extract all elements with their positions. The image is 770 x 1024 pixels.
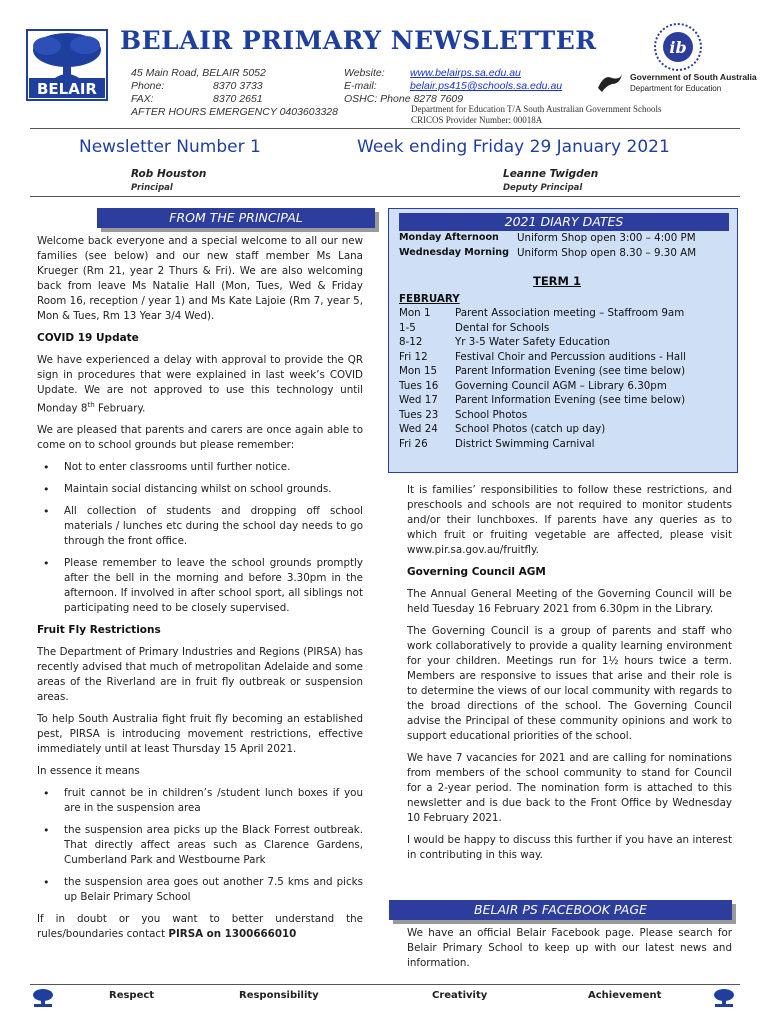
phone-number: 8370 3733 (213, 80, 263, 92)
list-item: • Maintain social distancing whilst on school grounds. (37, 482, 363, 497)
belair-logo (25, 28, 110, 102)
diary-event: Wed 24 School Photos (catch up day) (399, 423, 606, 435)
header-divider (30, 128, 740, 129)
footer-tree-icon (713, 988, 735, 1008)
welcome-paragraph: Welcome back everyone and a special welcome to all our new families (see below) and our new staff member Ms Lana Krueger (Rm 21, year 2 Thurs & Fri). We are also welcoming back from leave Ms Natalie Hall (Mon, Tues, Wed & Friday Room 16, reception / year 1) and Ms Kate Lajoie (Rm 7, year 5, Mon & Tues, Rm 13 Year 3/4 Wed). (37, 235, 363, 322)
diary-event: Mon 15 Parent Information Evening (see time below) (399, 365, 686, 377)
value-achievement: Achievement (588, 990, 662, 1001)
diary-event: 1-5 Dental for Schools (399, 321, 550, 334)
pirsa-contact: PIRSA on 1300666010 (168, 928, 297, 941)
list-item: • All collection of students and dropping off school materials / lunches etc during the school day needs to go through the front office. (37, 504, 363, 549)
diary-heading: 2021 DIARY DATES (399, 213, 729, 231)
deputy-role: Deputy Principal (503, 183, 583, 193)
diary-event: Tues 23 School Photos (399, 408, 528, 421)
principal-role: Principal (131, 183, 173, 193)
ib-badge-text: ib (669, 38, 687, 57)
term-heading: TERM 1 (532, 274, 581, 288)
facebook-heading: BELAIR PS FACEBOOK PAGE (389, 900, 732, 920)
deputy-name: Leanne Twigden (503, 168, 599, 180)
logo-text: BELAIR (37, 80, 97, 98)
diary-event: Wed 17 Parent Information Evening (see time below) (399, 394, 686, 406)
diary-event: Tues 16 Governing Council AGM – Library 6.30pm (399, 379, 667, 392)
staff-divider (30, 196, 740, 197)
ib-badge (653, 22, 703, 72)
fax-number: 8370 2651 (213, 93, 263, 105)
fax-label: FAX: (131, 93, 154, 105)
oshc-phone: OSHC: Phone 8278 7609 (344, 93, 464, 105)
fruit-paragraph-1: The Department of Primary Industries and Regions (PIRSA) has recently advised that much of metropolitan Adelaide and some areas of the Riverland are in fruit fly outbreak or suspension areas. (37, 646, 363, 704)
tree-icon (25, 28, 110, 102)
fruit-paragraph-4: If in doubt or you want to better understand the rules/boundaries contact PIRSA on 1300666010 (37, 913, 363, 941)
value-respect: Respect (109, 990, 155, 1001)
principal-name: Rob Houston (131, 168, 207, 180)
email-link[interactable]: belair.ps415@schools.sa.edu.au (410, 80, 563, 92)
covid-heading: COVID 19 Update (37, 332, 139, 344)
fruit-list (37, 786, 363, 905)
list-item: • the suspension area picks up the Black Forrest outbreak. That directly affect areas such as Clarence Gardens, Cumberland Park and Westbourne Park (37, 823, 363, 868)
diary-event: Mon 1 Parent Association meeting – Staffroom 9am (399, 307, 685, 319)
month-heading: FEBRUARY (399, 292, 460, 305)
email-label: E-mail: (344, 80, 377, 92)
newsletter-number: Newsletter Number 1 (79, 137, 261, 157)
uniform-row: Wednesday Morning Uniform Shop open 8.30 – 9.30 AM (399, 246, 697, 259)
fruit-paragraph-3: In essence it means (37, 765, 140, 778)
diary-event: 8-12 Yr 3-5 Water Safety Education (399, 336, 611, 348)
week-ending: Week ending Friday 29 January 2021 (357, 137, 670, 157)
newsletter-title: BELAIR PRIMARY NEWSLETTER (120, 26, 597, 55)
phone-label: Phone: (131, 80, 165, 92)
gc-paragraph-4: I would be happy to discuss this further if you have an interest in contributing in this way. (407, 834, 732, 861)
covid-paragraph-2: We are pleased that parents and carers are once again able to come on to school grounds but please remember: (37, 424, 363, 452)
govt-name: Government of South Australia (630, 72, 757, 82)
fruit-paragraph-2: To help South Australia fight fruit fly becoming an established pest, PIRSA is introducing movement restrictions, effective immediately until at least Thursday 15 April 2021. (37, 713, 363, 756)
diary-event: Fri 12 Festival Choir and Percussion auditions - Hall (399, 350, 686, 363)
covid-list (37, 460, 363, 616)
facebook-paragraph: We have an official Belair Facebook page. Please search for Belair Primary School to keep up with our latest news and information. (407, 927, 732, 969)
list-item: • Not to enter classrooms until further notice. (37, 460, 363, 475)
fruit-fly-heading: Fruit Fly Restrictions (37, 624, 161, 637)
govt-department: Department for Education (630, 84, 722, 93)
cricos-line: CRICOS Provider Number: 00018A (411, 115, 543, 125)
list-item: • the suspension area goes out another 7.5 kms and picks up Belair Primary School (37, 875, 363, 905)
uniform-row: Monday Afternoon Uniform Shop open 3:00 – 4:00 PM (399, 232, 696, 244)
covid-paragraph-1: We have experienced a delay with approval to provide the QR sign in procedures that were explained in last week’s COVID Update. We are not approved to use this technology until Monday 8th February. (37, 354, 363, 415)
from-principal-heading: FROM THE PRINCIPAL (97, 208, 375, 228)
govt-sa-logo (594, 70, 757, 96)
value-creativity: Creativity (432, 990, 488, 1001)
facebook-section (407, 926, 732, 978)
diary-content (399, 231, 715, 451)
fruit-continued-paragraph: It is families’ responsibilities to follow these restrictions, and preschools and schools are not required to monitor students and/or their lunchboxes. If parents have any queries as to which fruit or fruiting vegetable are affected, please visit www.pir.sa.gov.au/fruitfly. (407, 484, 732, 556)
gc-paragraph-3: We have 7 vacancies for 2021 and are calling for nominations from members of the school community to stand for Council for a 2-year period. The nomination form is attached to this newsletter and is due back to the Front Office by Wednesday 10 February 2021. (407, 752, 732, 824)
footer-divider (30, 984, 740, 985)
gc-paragraph-1: The Annual General Meeting of the Governing Council will be held Tuesday 16 February 2021 from 6.30pm in the Library. (407, 588, 732, 615)
emergency-number: AFTER HOURS EMERGENCY 0403603328 (131, 106, 338, 118)
value-responsibility: Responsibility (239, 990, 319, 1001)
principal-column (37, 234, 363, 949)
school-address: 45 Main Road, BELAIR 5052 (131, 67, 266, 79)
department-info (411, 104, 662, 126)
list-item: • Please remember to leave the school grounds promptly after the bell in the morning and before 3.30pm in the afternoon. If involved in after school sport, all siblings not participating need to be closely supervised. (37, 556, 363, 616)
online-contact-block (344, 67, 562, 106)
list-item: • fruit cannot be in children’s /student lunch boxes if you are in the suspension area (37, 786, 363, 816)
governing-council-heading: Governing Council AGM (407, 566, 546, 578)
right-column (407, 483, 732, 870)
department-line: Department for Education T/A South Australian Government Schools (411, 104, 662, 114)
diary-dates-box (388, 208, 738, 473)
diary-event: Fri 26 District Swimming Carnival (399, 437, 595, 450)
piping-shrike-icon (594, 70, 626, 96)
gc-paragraph-2: The Governing Council is a group of parents and staff who work collaboratively to provide a quality learning environment for your children. Meetings run for 1½ hours twice a term. Members are responsive to issues that arise and their role is to determine the views of our local community with regards to the broad directions of the school. The Governing Council advise the Principal of these community opinions and work to support educational priorities of the school. (407, 625, 732, 742)
school-contact-block (131, 67, 338, 119)
website-link[interactable]: www.belairps.sa.edu.au (410, 67, 521, 79)
website-label: Website: (344, 67, 385, 79)
footer-tree-icon (32, 988, 54, 1008)
